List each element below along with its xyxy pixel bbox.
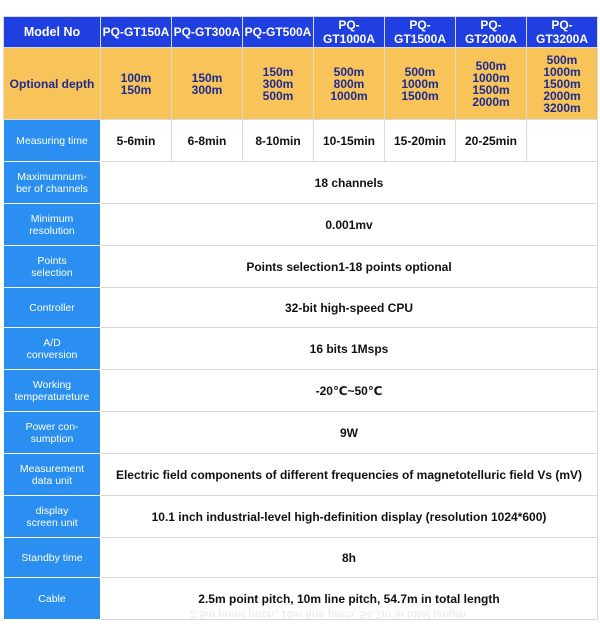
depth-cell: [456, 48, 527, 120]
optional-depth-row: [4, 48, 598, 120]
spec-value: 2.5m point pitch, 10m line pitch, 54.7m in total length: [101, 578, 598, 620]
spec-label-line: Working: [32, 378, 72, 391]
depth-value: 1500m: [472, 82, 510, 97]
spec-value: 9W: [101, 412, 598, 454]
depth-value: 150m: [262, 64, 294, 79]
model-header: PQ-GT150A: [101, 17, 172, 48]
spec-label: [4, 204, 101, 246]
spec-label-line: Points: [37, 254, 67, 267]
depth-value: 3200m: [543, 100, 581, 115]
spec-row: [4, 496, 598, 538]
spec-value: 8h: [101, 538, 598, 578]
reflection-text: 2.5m point pitch, 10m line pitch, 54.7m in total length: [190, 608, 467, 620]
depth-value: 1000m: [543, 64, 581, 79]
measuring-time-value: 15-20min: [385, 120, 456, 162]
depth-value: 300m: [262, 76, 294, 91]
spec-label-line: screen unit: [26, 516, 78, 529]
spec-row: [4, 538, 598, 578]
spec-row: [4, 370, 598, 412]
spec-label-line: Minimum: [30, 212, 74, 225]
spec-value: 16 bits 1Msps: [101, 328, 598, 370]
spec-row: [4, 246, 598, 288]
optional-depth-label: Optional depth: [4, 48, 101, 120]
spec-value: 0.001mv: [101, 204, 598, 246]
header-row: [4, 17, 598, 48]
spec-row: [4, 328, 598, 370]
spec-label-line: Power con-: [25, 420, 79, 433]
spec-value: Points selection1-18 points optional: [101, 246, 598, 288]
measuring-time-value: 20-25min: [456, 120, 527, 162]
spec-label: [4, 496, 101, 538]
spec-label-line: Maximumnum-: [17, 170, 87, 183]
spec-label-line: A/D: [43, 336, 61, 349]
spec-label: [4, 288, 101, 328]
depth-value: 500m: [404, 64, 436, 79]
spec-label: [4, 538, 101, 578]
depth-cell: [101, 48, 172, 120]
spec-label-line: Standby time: [21, 551, 83, 564]
spec-label-line: conversion: [26, 348, 78, 361]
spec-label-line: resolution: [29, 224, 75, 237]
spec-value: 10.1 inch industrial-level high-definition display (resolution 1024*600): [101, 496, 598, 538]
spec-label-line: data unit: [31, 474, 73, 487]
measuring-time-value: 5-6min: [101, 120, 172, 162]
depth-value: 100m: [120, 70, 152, 85]
spec-label: [4, 328, 101, 370]
depth-value: 1000m: [330, 88, 368, 103]
spec-label: [4, 246, 101, 288]
measuring-time-row: [4, 120, 598, 162]
spec-row: [4, 412, 598, 454]
model-header: PQ-GT1500A: [385, 17, 456, 48]
spec-value: 32-bit high-speed CPU: [101, 288, 598, 328]
depth-value: 1000m: [401, 76, 439, 91]
spec-row: [4, 162, 598, 204]
spec-row: [4, 204, 598, 246]
depth-value: 500m: [475, 58, 507, 73]
measuring-time-label: Measuring time: [4, 120, 101, 162]
spec-label-line: sumption: [30, 432, 74, 445]
depth-value: 1500m: [401, 88, 439, 103]
spec-label: [4, 412, 101, 454]
depth-cell: [385, 48, 456, 120]
depth-cell: [314, 48, 385, 120]
depth-value: 1500m: [543, 76, 581, 91]
model-header: PQ-GT300A: [172, 17, 243, 48]
depth-cell: [527, 48, 598, 120]
spec-label: [4, 162, 101, 204]
depth-value: 500m: [262, 88, 294, 103]
spec-label-line: Controller: [29, 301, 75, 314]
model-header: PQ-GT3200A: [527, 17, 598, 48]
spec-value: -20℃~50℃: [101, 370, 598, 412]
spec-label-line: temperatureture: [14, 390, 90, 403]
measuring-time-value-empty: [527, 120, 598, 162]
spec-label: [4, 454, 101, 496]
measuring-time-value: 10-15min: [314, 120, 385, 162]
spec-label-line: selection: [31, 266, 73, 279]
model-header: PQ-GT1000A: [314, 17, 385, 48]
depth-value: 150m: [120, 82, 152, 97]
spec-row: [4, 454, 598, 496]
spec-label: [4, 578, 101, 620]
depth-value: 1000m: [472, 70, 510, 85]
spec-row: [4, 288, 598, 328]
depth-value: 500m: [546, 52, 578, 67]
model-no-header: Model No: [4, 17, 101, 48]
spec-table: [3, 16, 598, 620]
depth-value: 2000m: [472, 94, 510, 109]
depth-cell: [172, 48, 243, 120]
depth-cell: [243, 48, 314, 120]
spec-label-line: ber of channels: [16, 182, 88, 195]
depth-value: 150m: [191, 70, 223, 85]
spec-value: 18 channels: [101, 162, 598, 204]
spec-label-line: Measurement: [19, 462, 85, 475]
depth-value: 500m: [333, 64, 365, 79]
spec-label: [4, 370, 101, 412]
model-header: PQ-GT500A: [243, 17, 314, 48]
spec-label-line: Cable: [38, 592, 66, 605]
measuring-time-value: 6-8min: [172, 120, 243, 162]
depth-value: 300m: [191, 82, 223, 97]
spec-label-line: display: [35, 504, 69, 517]
model-header: PQ-GT2000A: [456, 17, 527, 48]
depth-value: 800m: [333, 76, 365, 91]
depth-value: 2000m: [543, 88, 581, 103]
spec-value: Electric field components of different frequencies of magnetotelluric field Vs (mV): [101, 454, 598, 496]
measuring-time-value: 8-10min: [243, 120, 314, 162]
